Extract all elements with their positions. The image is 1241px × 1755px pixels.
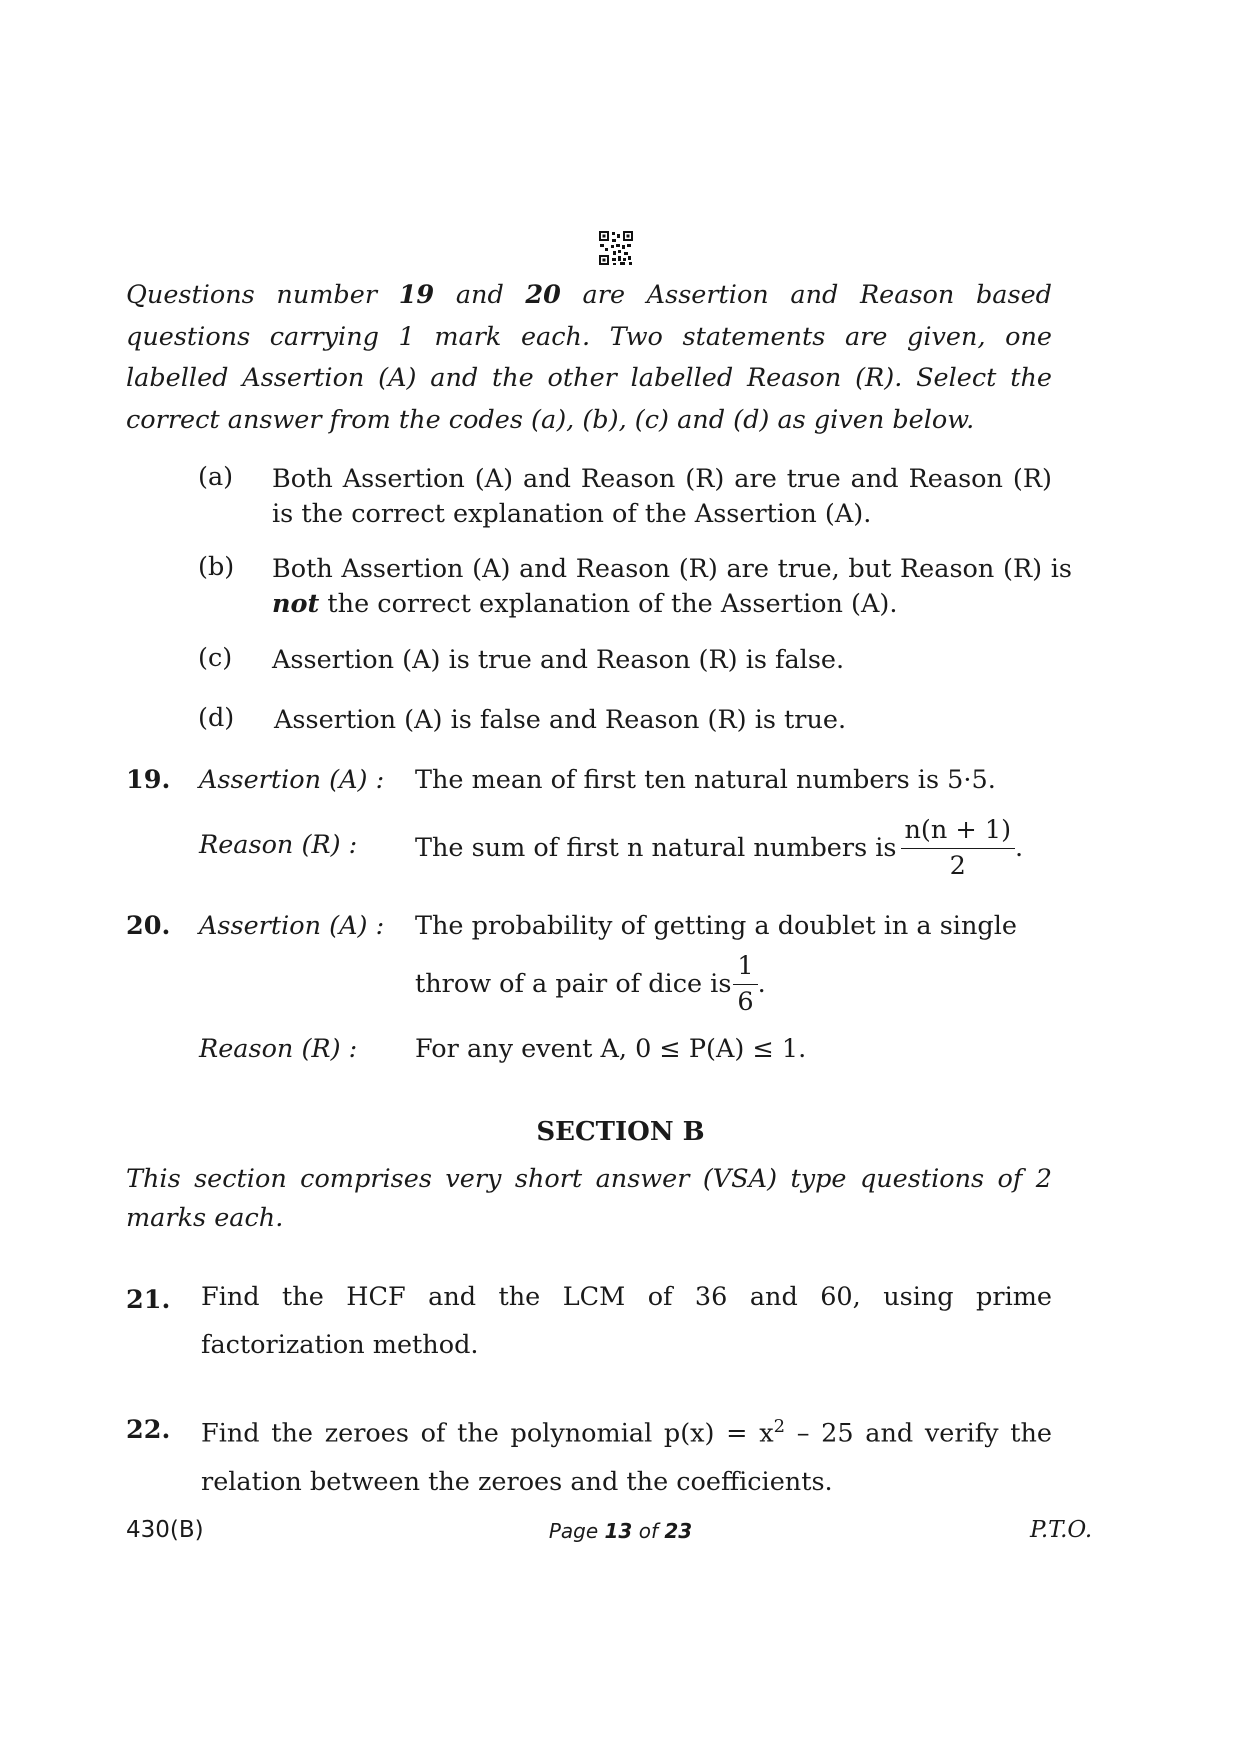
option-a-label: (a) xyxy=(198,462,234,492)
assertion-text-line1: The probability of getting a doublet in a single xyxy=(415,911,1017,941)
intro-text: are Assertion and Reason based questions carrying 1 mark each. Two statements are given, one labelled Assertion (A) and the other labelled Reason (R). Select the correct answer from the codes (a), (b), (c) and (d) as given below. xyxy=(126,280,1052,435)
assertion-text-line2: throw of a pair of dice is $\frac{1}{6}$ . xyxy=(415,950,766,1017)
option-b-label: (b) xyxy=(198,552,235,582)
intro-text: and xyxy=(434,280,526,310)
question-number-20: 20. xyxy=(126,911,171,941)
fraction: $\frac{1}{6}$ xyxy=(733,951,757,1017)
section-heading: SECTION B xyxy=(536,1117,705,1147)
reason-label: Reason (R) : xyxy=(199,1034,358,1064)
option-b-text: Both Assertion (A) and Reason (R) are true, but Reason (R) is not the correct explanation of the Assertion (A). xyxy=(272,554,1072,619)
instructions-paragraph xyxy=(126,275,1052,441)
section-description: This section comprises very short answer (VSA) type questions of 2 marks each. xyxy=(126,1164,1052,1233)
option-c-text: Assertion (A) is true and Reason (R) is false. xyxy=(272,645,845,675)
assertion-label: Assertion (A) : xyxy=(199,765,385,795)
page-number: Page 13 of 23 xyxy=(548,1519,693,1543)
question-ref-20: 20 xyxy=(525,280,561,310)
reason-text: For any event A, 0 ≤ P(A) ≤ 1. xyxy=(415,1034,807,1064)
option-a-text: Both Assertion (A) and Reason (R) are true and Reason (R) is the correct explanation of the Assertion (A). xyxy=(272,464,1052,529)
assertion-label: Assertion (A) : xyxy=(199,911,385,941)
question-number-22: 22. xyxy=(126,1415,171,1445)
question-ref-19: 19 xyxy=(398,280,435,310)
assertion-text: The mean of first ten natural numbers is 5·5. xyxy=(415,765,996,795)
option-c-label: (c) xyxy=(198,643,233,673)
intro-text: Questions number xyxy=(126,280,399,310)
reason-label: Reason (R) : xyxy=(199,830,358,860)
emphasis-not: not xyxy=(272,589,320,619)
paper-code: 430(B) xyxy=(126,1517,204,1543)
question-number-21: 21. xyxy=(126,1285,171,1315)
option-d-text: Assertion (A) is false and Reason (R) is true. xyxy=(274,705,847,735)
question-number-19: 19. xyxy=(126,765,171,795)
pto-marker: P.T.O. xyxy=(1030,1517,1093,1543)
qr-code-icon xyxy=(598,230,634,266)
question-text-22: Find the zeroes of the polynomial $p(x) = x^2 - 25$ and verify the relation between the zeroes and the coefficients. xyxy=(201,1416,1053,1497)
question-text-21: Find the HCF and the LCM of 36 and 60, using prime factorization method. xyxy=(201,1282,1052,1360)
option-d-label: (d) xyxy=(198,703,235,733)
fraction: $\frac{n(n + 1)}{2}$ xyxy=(901,815,1016,881)
reason-text: The sum of first n natural numbers is $\frac{n(n + 1)}{2}$ . xyxy=(415,814,1024,881)
